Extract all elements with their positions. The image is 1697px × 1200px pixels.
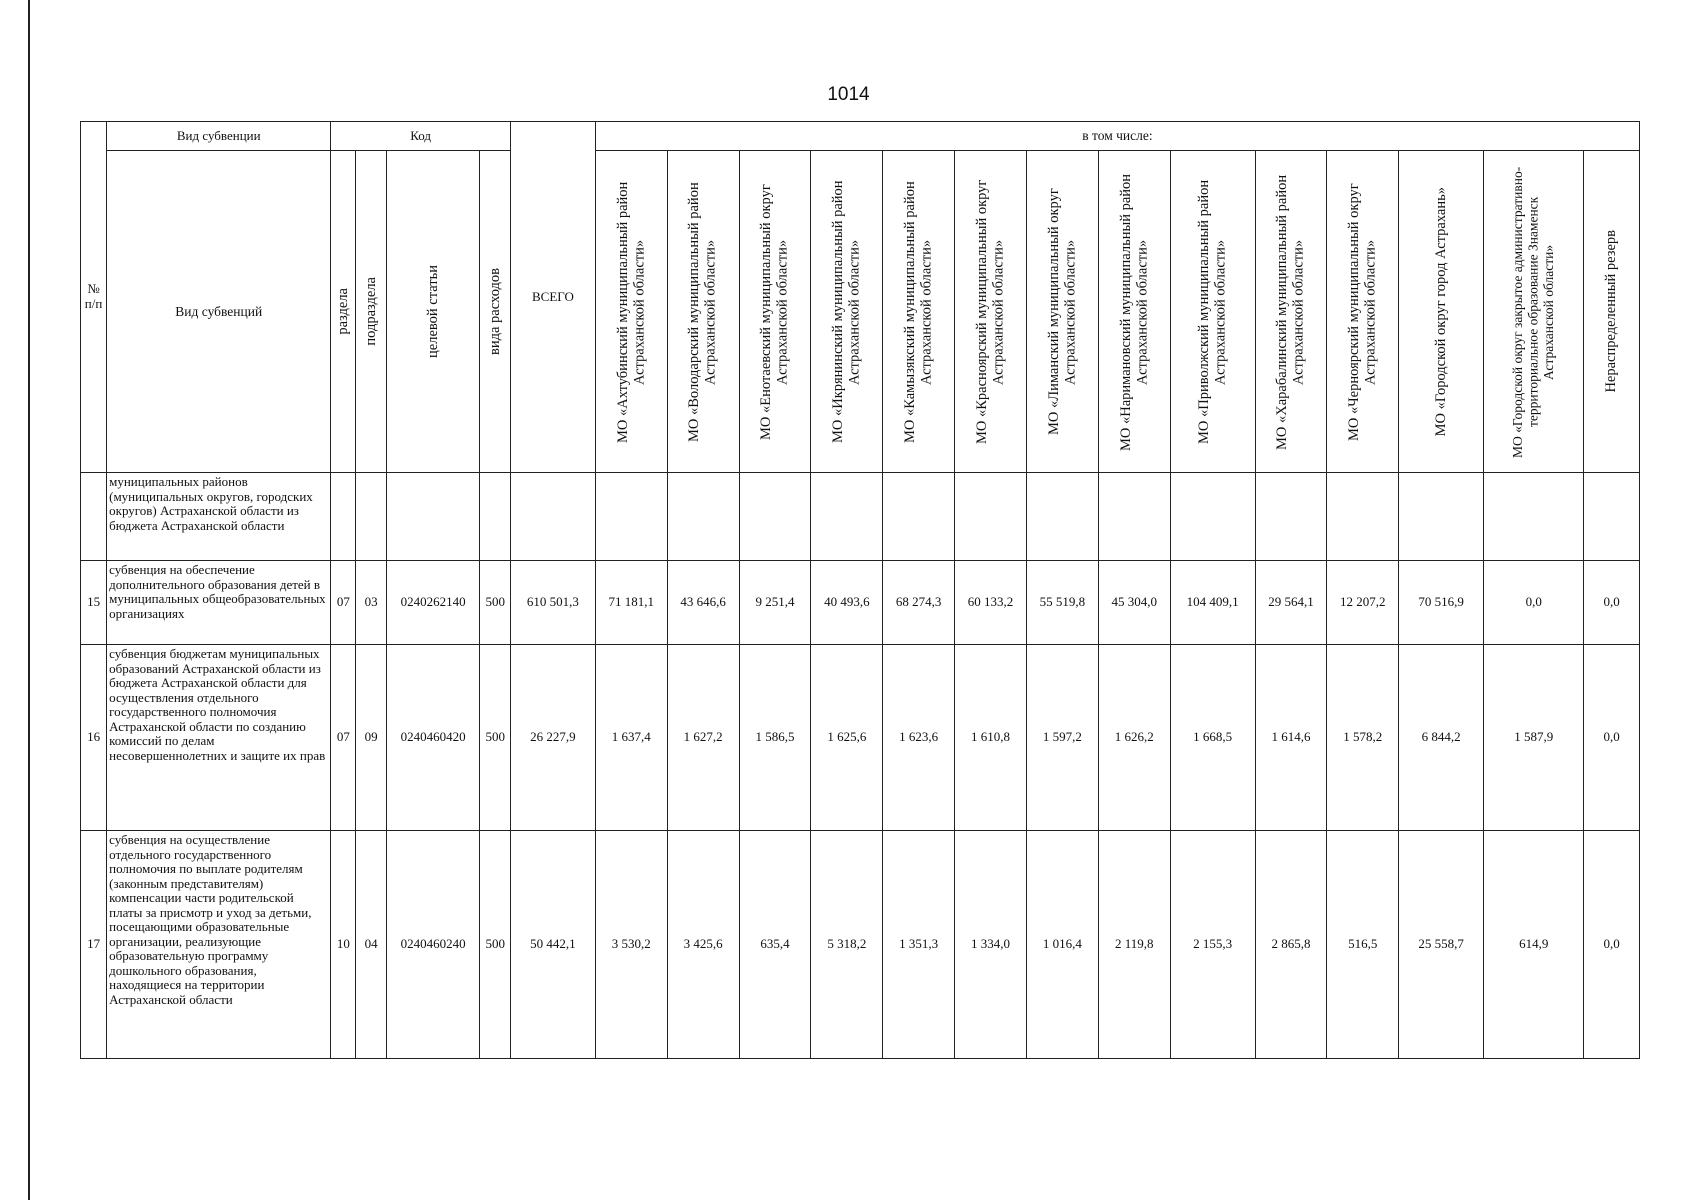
row-value-mo-5: 1 334,0 <box>955 831 1027 1059</box>
row-value-mo-8 <box>1170 473 1255 561</box>
row-value-mo-6: 1 016,4 <box>1026 831 1098 1059</box>
header-mo-13: Нераспределенный резерв <box>1584 151 1640 473</box>
header-tselevoy-stati: целевой статьи <box>386 151 480 473</box>
row-number: 15 <box>81 561 107 645</box>
row-value-mo-4 <box>883 473 955 561</box>
row-value-mo-5: 60 133,2 <box>955 561 1027 645</box>
row-value-mo-3: 1 625,6 <box>811 645 883 831</box>
row-description: субвенция на осуществление отдельного государственного полномочия по выплате родителям (законным представителям) компенсации части родительской платы за присмотр и уход за детьми, посещающими образовательные организации, реализующие образовательную программу дошкольного образования, находящиеся на территории Астраханской области <box>107 831 331 1059</box>
row-value-mo-13: 0,0 <box>1584 645 1640 831</box>
row-value-mo-3: 40 493,6 <box>811 561 883 645</box>
row-value-mo-4: 1 623,6 <box>883 645 955 831</box>
header-row-top <box>81 122 1640 151</box>
header-vid-subventsiy: Вид субвенций <box>107 151 331 473</box>
row-value-mo-1: 1 627,2 <box>667 645 739 831</box>
row-value-mo-7: 45 304,0 <box>1098 561 1170 645</box>
row-tselevaya-statya: 0240262140 <box>386 561 480 645</box>
row-podrazdel: 03 <box>356 561 386 645</box>
header-mo-7: МО «Наримановский муниципальный район Астраханской области» <box>1098 151 1170 473</box>
header-mo-11: МО «Городской округ город Астрахань» <box>1399 151 1484 473</box>
row-vid-raskhodov <box>480 473 510 561</box>
header-mo-4: МО «Камызякский муниципальный район Астраханской области» <box>883 151 955 473</box>
table-row <box>81 645 1640 831</box>
row-value-mo-12: 0,0 <box>1484 561 1584 645</box>
header-mo-12: МО «Городской округ закрытое административно-территориальное образование Знаменск Астраханской области» <box>1484 151 1584 473</box>
header-vida-raskhodov: вида расходов <box>480 151 510 473</box>
row-vsego: 26 227,9 <box>510 645 595 831</box>
row-value-mo-11: 70 516,9 <box>1399 561 1484 645</box>
row-value-mo-6: 55 519,8 <box>1026 561 1098 645</box>
row-value-mo-5 <box>955 473 1027 561</box>
header-mo-2: МО «Енотаевский муниципальный округ Астраханской области» <box>739 151 811 473</box>
row-value-mo-10: 12 207,2 <box>1327 561 1399 645</box>
row-value-mo-10 <box>1327 473 1399 561</box>
header-row-main <box>81 151 1640 473</box>
row-value-mo-8: 104 409,1 <box>1170 561 1255 645</box>
row-value-mo-4: 1 351,3 <box>883 831 955 1059</box>
row-podrazdel <box>356 473 386 561</box>
row-value-mo-2: 9 251,4 <box>739 561 811 645</box>
row-value-mo-0 <box>595 473 667 561</box>
page-number: 1014 <box>827 84 870 105</box>
row-value-mo-0: 1 637,4 <box>595 645 667 831</box>
row-value-mo-13: 0,0 <box>1584 831 1640 1059</box>
row-value-mo-2: 1 586,5 <box>739 645 811 831</box>
header-vid-subventsii-group: Вид субвенции <box>107 122 331 151</box>
left-margin-rule <box>28 0 30 1200</box>
row-value-mo-9: 29 564,1 <box>1255 561 1327 645</box>
row-value-mo-11: 25 558,7 <box>1399 831 1484 1059</box>
header-mo-5: МО «Красноярский муниципальный округ Астраханской области» <box>955 151 1027 473</box>
row-tselevaya-statya: 0240460240 <box>386 831 480 1059</box>
row-razdel: 07 <box>331 561 356 645</box>
header-mo-1: МО «Володарский муниципальный район Астраханской области» <box>667 151 739 473</box>
row-value-mo-11 <box>1399 473 1484 561</box>
row-vid-raskhodov: 500 <box>480 831 510 1059</box>
row-razdel: 10 <box>331 831 356 1059</box>
row-value-mo-5: 1 610,8 <box>955 645 1027 831</box>
header-kod-group: Код <box>331 122 511 151</box>
row-value-mo-9 <box>1255 473 1327 561</box>
row-value-mo-12: 614,9 <box>1484 831 1584 1059</box>
subventions-table <box>80 121 1640 1059</box>
row-value-mo-12: 1 587,9 <box>1484 645 1584 831</box>
table-row <box>81 831 1640 1059</box>
row-podrazdel: 04 <box>356 831 386 1059</box>
row-value-mo-9: 1 614,6 <box>1255 645 1327 831</box>
header-v-tom-chisle: в том числе: <box>595 122 1639 151</box>
header-vsego: ВСЕГО <box>510 122 595 473</box>
row-value-mo-8: 1 668,5 <box>1170 645 1255 831</box>
row-vsego <box>510 473 595 561</box>
row-value-mo-11: 6 844,2 <box>1399 645 1484 831</box>
row-value-mo-3 <box>811 473 883 561</box>
row-vsego: 610 501,3 <box>510 561 595 645</box>
row-razdel <box>331 473 356 561</box>
row-value-mo-0: 3 530,2 <box>595 831 667 1059</box>
row-value-mo-10: 516,5 <box>1327 831 1399 1059</box>
header-mo-0: МО «Ахтубинский муниципальный район Астраханской области» <box>595 151 667 473</box>
row-value-mo-1: 3 425,6 <box>667 831 739 1059</box>
row-value-mo-7 <box>1098 473 1170 561</box>
row-value-mo-13: 0,0 <box>1584 561 1640 645</box>
row-value-mo-7: 1 626,2 <box>1098 645 1170 831</box>
table-row <box>81 561 1640 645</box>
row-value-mo-7: 2 119,8 <box>1098 831 1170 1059</box>
row-description: муниципальных районов (муниципальных округов, городских округов) Астраханской области из бюджета Астраханской области <box>107 473 331 561</box>
row-vsego: 50 442,1 <box>510 831 595 1059</box>
row-value-mo-4: 68 274,3 <box>883 561 955 645</box>
header-mo-9: МО «Харабалинский муниципальный район Астраханской области» <box>1255 151 1327 473</box>
row-value-mo-1: 43 646,6 <box>667 561 739 645</box>
header-mo-10: МО «Черноярский муниципальный округ Астраханской области» <box>1327 151 1399 473</box>
row-value-mo-8: 2 155,3 <box>1170 831 1255 1059</box>
row-tselevaya-statya <box>386 473 480 561</box>
row-value-mo-6 <box>1026 473 1098 561</box>
row-number: 17 <box>81 831 107 1059</box>
row-value-mo-2 <box>739 473 811 561</box>
row-razdel: 07 <box>331 645 356 831</box>
table-body <box>81 473 1640 1059</box>
row-value-mo-12 <box>1484 473 1584 561</box>
row-tselevaya-statya: 0240460420 <box>386 645 480 831</box>
header-num: № п/п <box>81 122 107 473</box>
row-description: субвенция бюджетам муниципальных образований Астраханской области из бюджета Астраханской области для осуществления отдельного государственного полномочия Астраханской области по созданию комиссий по делам несовершеннолетних и защите их прав <box>107 645 331 831</box>
header-mo-6: МО «Лиманский муниципальный округ Астраханской области» <box>1026 151 1098 473</box>
row-podrazdel: 09 <box>356 645 386 831</box>
row-value-mo-0: 71 181,1 <box>595 561 667 645</box>
row-value-mo-3: 5 318,2 <box>811 831 883 1059</box>
row-description: субвенция на обеспечение дополнительного образования детей в муниципальных общеобразовательных организациях <box>107 561 331 645</box>
header-razdela: раздела <box>331 151 356 473</box>
row-value-mo-9: 2 865,8 <box>1255 831 1327 1059</box>
table-row <box>81 473 1640 561</box>
row-vid-raskhodov: 500 <box>480 561 510 645</box>
row-number: 16 <box>81 645 107 831</box>
header-podrazdela: подраздела <box>356 151 386 473</box>
header-mo-8: МО «Приволжский муниципальный район Астраханской области» <box>1170 151 1255 473</box>
row-value-mo-2: 635,4 <box>739 831 811 1059</box>
row-value-mo-6: 1 597,2 <box>1026 645 1098 831</box>
header-mo-3: МО «Икрянинский муниципальный район Астраханской области» <box>811 151 883 473</box>
row-value-mo-13 <box>1584 473 1640 561</box>
row-value-mo-10: 1 578,2 <box>1327 645 1399 831</box>
row-value-mo-1 <box>667 473 739 561</box>
row-vid-raskhodov: 500 <box>480 645 510 831</box>
row-number <box>81 473 107 561</box>
